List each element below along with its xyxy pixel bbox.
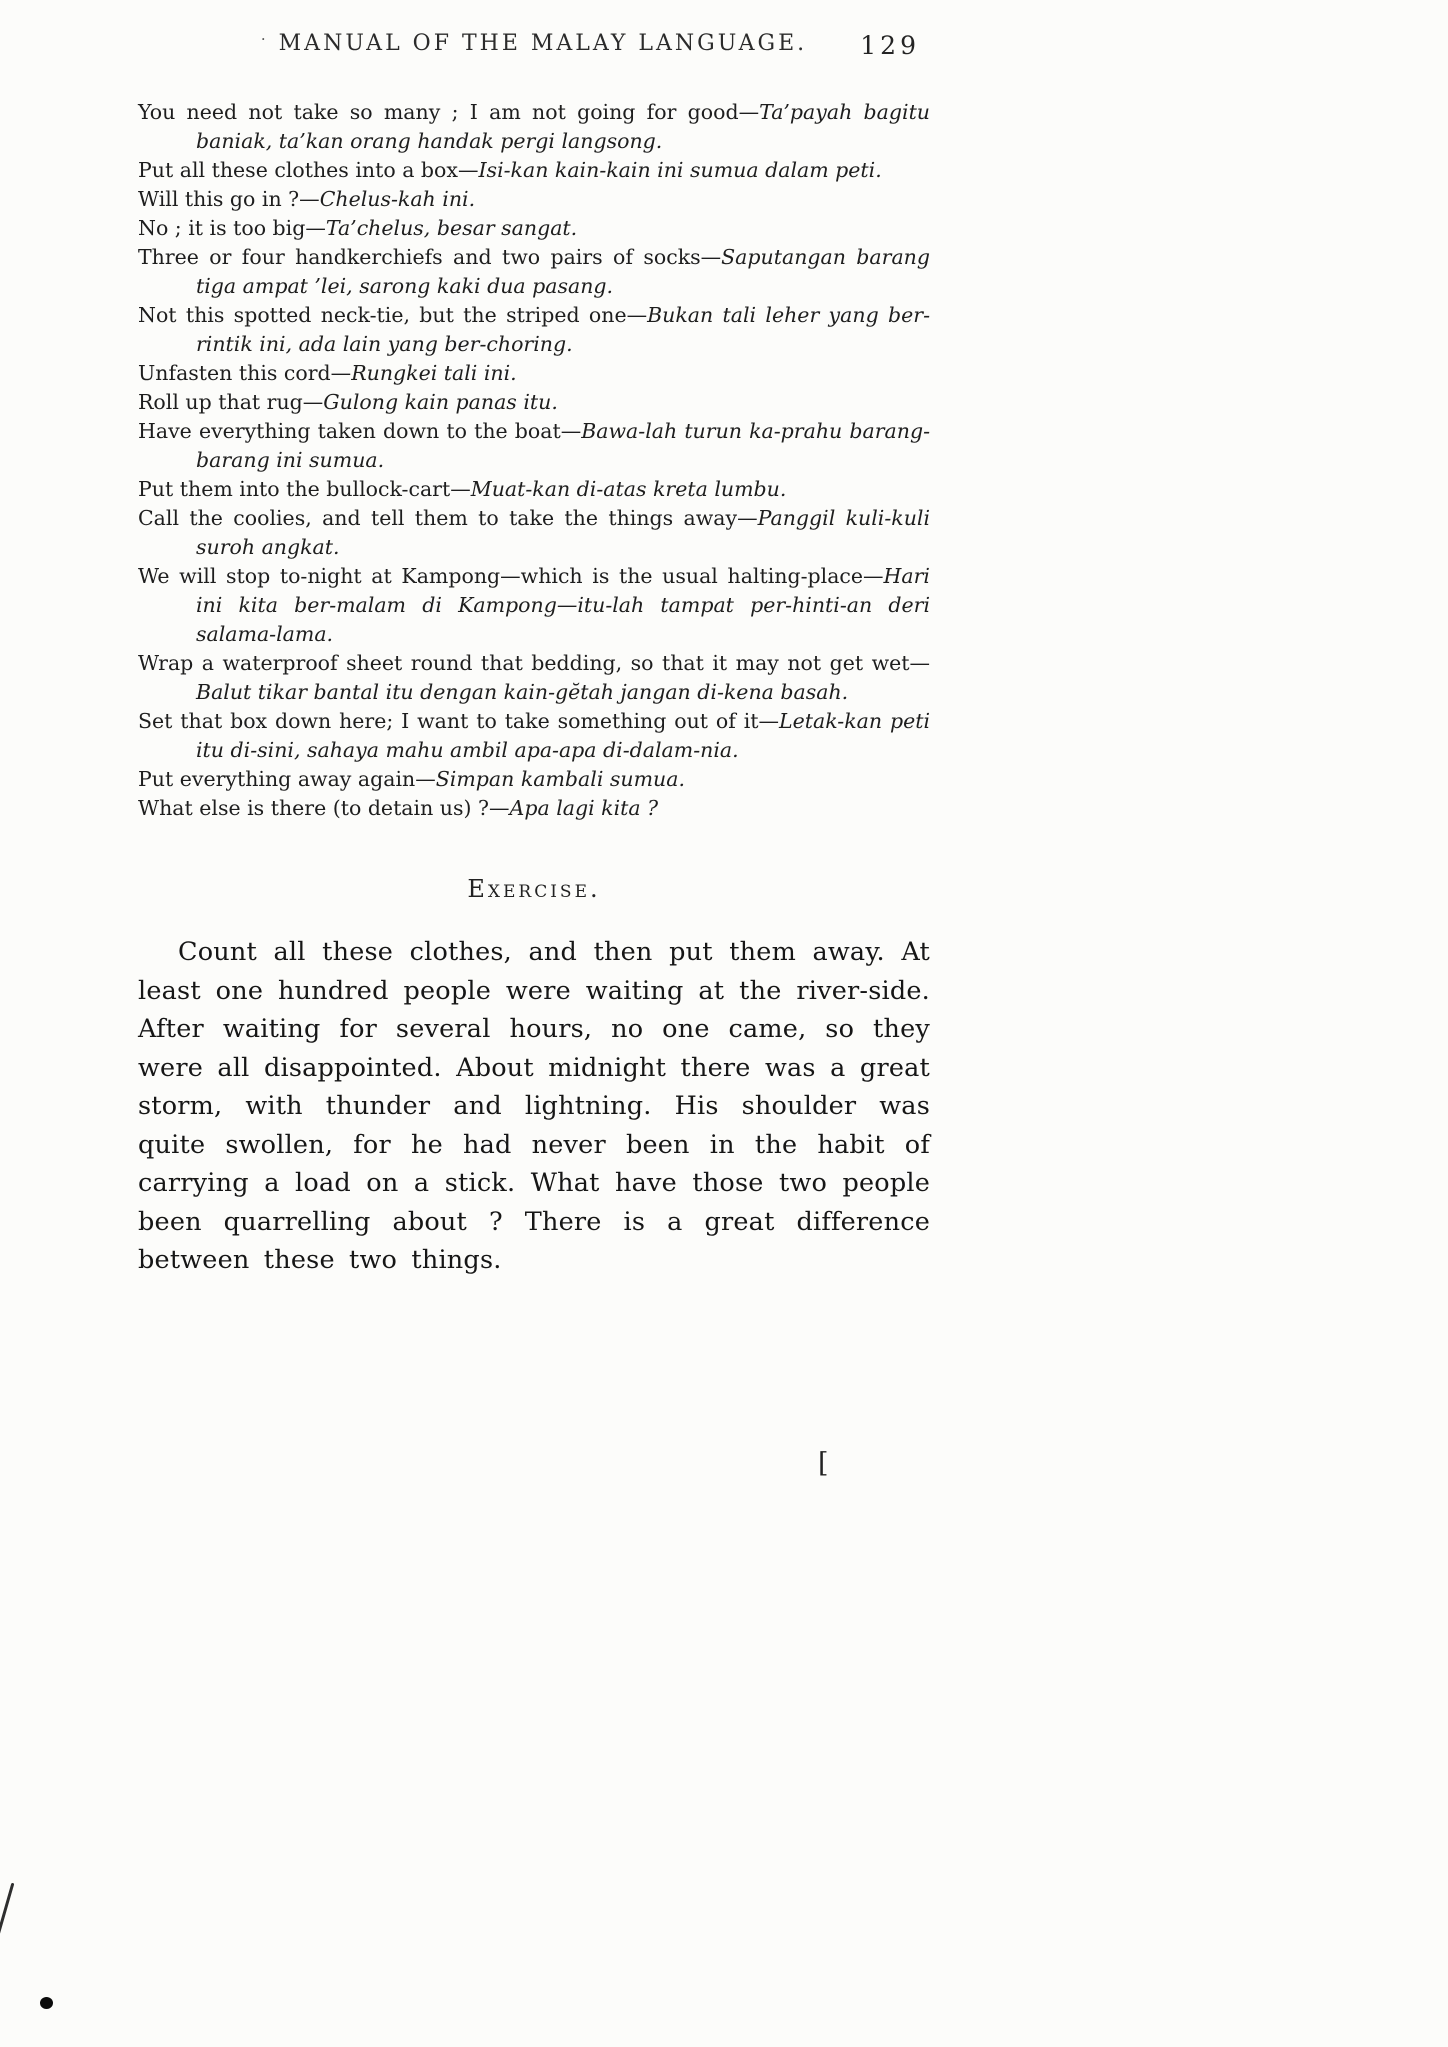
phrase-malay: Simpan kambali sumua.	[435, 767, 685, 791]
phrase-list	[138, 98, 930, 823]
phrase-malay: Muat-kan di-atas kreta lumbu.	[470, 477, 787, 501]
phrase-entry	[138, 794, 930, 823]
ink-speck-mark: ·	[260, 30, 269, 48]
phrase-entry	[138, 649, 930, 707]
phrase-entry	[138, 98, 930, 156]
text-block	[138, 30, 930, 1280]
phrase-entry	[138, 301, 930, 359]
phrase-english: Unfasten this cord—	[138, 361, 352, 385]
phrase-malay: Panggil kuli-kuli suroh angkat.	[196, 506, 931, 559]
pen-stroke-mark	[0, 1883, 14, 1936]
phrase-english: Put them into the bullock-cart—	[138, 477, 471, 501]
phrase-english: You need not take so many ; I am not going for good—	[138, 100, 760, 124]
phrase-malay: Balut tikar bantal itu dengan kain-gĕtah jangan di-kena basah.	[196, 680, 849, 704]
exercise-paragraph: Count all these clothes, and then put them away. At least one hundred people were waiting at the river-side. After waiting for several hours, no one came, so they were all disappointed. About midnight there was a great storm, with thunder and lightning. His shoulder was quite swollen, for he had never been in the habit of carrying a load on a stick. What have those two people been quarrelling about ? There is a great difference between these two things.	[138, 937, 930, 1275]
phrase-entry	[138, 359, 930, 388]
phrase-entry	[138, 185, 930, 214]
ink-dot-mark	[40, 1997, 53, 2009]
phrase-entry	[138, 214, 930, 243]
phrase-entry	[138, 156, 930, 185]
phrase-english: We will stop to-night at Kampong—which is the usual halting-place—	[138, 564, 884, 588]
phrase-malay: Chelus-kah ini.	[319, 187, 476, 211]
phrase-entry	[138, 417, 930, 475]
phrase-english: Set that box down here; I want to take something out of it—	[138, 709, 780, 733]
phrase-entry	[138, 475, 930, 504]
phrase-malay: Hari ini kita ber-malam di Kampong—itu-lah tampat per-hinti-an deri salama-lama.	[196, 564, 930, 646]
phrase-entry	[138, 707, 930, 765]
phrase-malay: Ta’chelus, besar sangat.	[325, 216, 578, 240]
phrase-entry	[138, 243, 930, 301]
phrase-english: Will this go in ?—	[138, 187, 320, 211]
phrase-english: Have everything taken down to the boat—	[138, 419, 582, 443]
phrase-english: Call the coolies, and tell them to take the things away—	[138, 506, 758, 530]
phrase-malay: Gulong kain panas itu.	[323, 390, 558, 414]
page-header	[138, 30, 930, 72]
phrase-entry	[138, 562, 930, 649]
phrase-entry	[138, 504, 930, 562]
phrase-entry	[138, 388, 930, 417]
phrase-english: What else is there (to detain us) ?—	[138, 796, 510, 820]
phrase-malay: Ta’payah bagitu baniak, ta’kan orang handak pergi langsong.	[196, 100, 931, 153]
phrase-malay: Letak-kan peti itu di-sini, sahaya mahu ambil apa-apa di-dalam-nia.	[196, 709, 931, 762]
phrase-english: Three or four handkerchiefs and two pairs of socks—	[138, 245, 722, 269]
phrase-malay: Apa lagi kita ?	[509, 796, 659, 820]
phrase-malay: Rungkei tali ini.	[351, 361, 517, 385]
phrase-english: Roll up that rug—	[138, 390, 324, 414]
phrase-english: Put all these clothes into a box—	[138, 158, 479, 182]
bracket-ink-mark: [	[818, 1448, 829, 1479]
phrase-english: Wrap a waterproof sheet round that bedding, so that it may not get wet—	[138, 651, 930, 675]
phrase-entry	[138, 765, 930, 794]
phrase-malay: Bukan tali leher yang ber-rintik ini, ada lain yang ber-choring.	[196, 303, 930, 356]
running-title: MANUAL OF THE MALAY LANGUAGE.	[278, 31, 808, 56]
phrase-english: Put everything away again—	[138, 767, 436, 791]
phrase-english: Not this spotted neck-tie, but the striped one—	[138, 303, 648, 327]
page-number: 129	[860, 31, 920, 60]
phrase-malay: Bawa-lah turun ka-prahu barang-barang ini sumua.	[196, 419, 930, 472]
exercise-heading: Exercise.	[467, 875, 601, 903]
phrase-english: No ; it is too big—	[138, 216, 326, 240]
phrase-malay: Isi-kan kain-kain ini sumua dalam peti.	[478, 158, 882, 182]
phrase-malay: Saputangan barang tiga ampat ’lei, sarong kaki dua pasang.	[196, 245, 930, 298]
